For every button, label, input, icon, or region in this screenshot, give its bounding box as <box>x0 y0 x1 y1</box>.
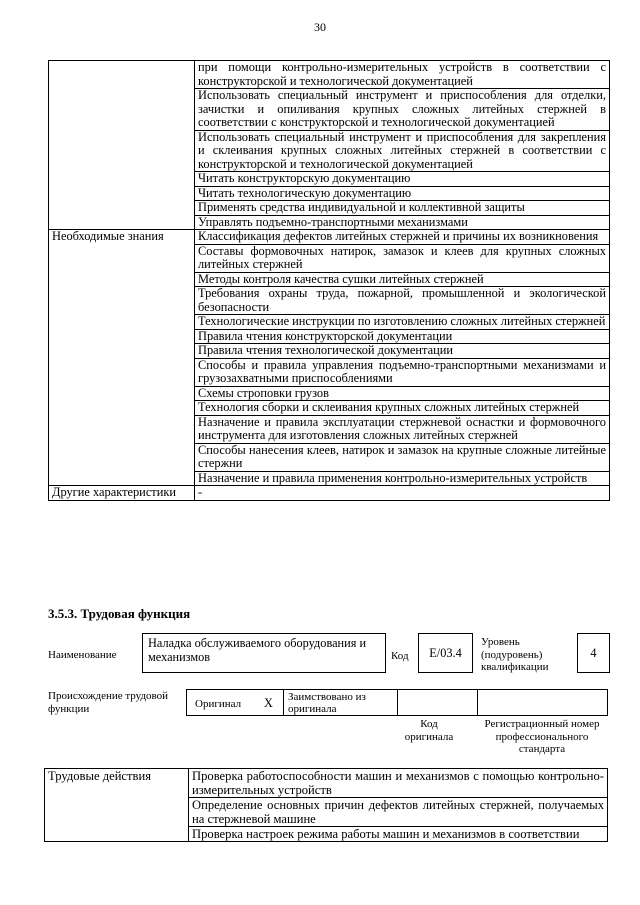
skill-item: Использовать специальный инструмент и приспособления для отделки, зачистки и опиливания крупных сложных литейных стержней в соответствии с конструкторской и технологической документацией <box>195 89 610 131</box>
code-label: Код <box>391 650 409 662</box>
table-row <box>49 486 610 501</box>
level-label: Уровень (подуровень) квалификации <box>481 636 549 673</box>
skills-label-cell <box>49 61 195 230</box>
divider <box>397 690 398 715</box>
divider <box>477 690 478 715</box>
table-row <box>49 230 610 245</box>
knowledge-item: Способы нанесения клеев, натирок и замазок на крупные сложные литейные стержни <box>195 443 610 471</box>
skill-item: Управлять подъемно-транспортными механизмами <box>195 215 610 230</box>
knowledge-item: Технология сборки и склеивания крупных сложных литейных стержней <box>195 401 610 416</box>
other-characteristics-label: Другие характеристики <box>49 486 195 501</box>
skill-item: при помощи контрольно-измерительных устройств в соответствии с конструкторской и технологической документацией <box>195 61 610 89</box>
knowledge-item: Требования охраны труда, пожарной, промышленной и экологической безопасности <box>195 287 610 315</box>
origin-label: Происхождение трудовой функции <box>48 690 169 715</box>
knowledge-item: Правила чтения технологической документации <box>195 344 610 359</box>
knowledge-item: Схемы строповки грузов <box>195 386 610 401</box>
divider <box>283 690 284 715</box>
original-mark: X <box>264 696 273 710</box>
knowledge-item: Способы и правила управления подъемно-транспортными механизмами и грузозахватными приспособлениями <box>195 358 610 386</box>
action-item: Проверка настроек режима работы машин и механизмов в соответствии <box>189 827 608 842</box>
actions-table <box>44 768 608 842</box>
skill-item: Использовать специальный инструмент и приспособления для закрепления и склеивания крупных сложных литейных стержней в соответствии с конструкторской и технологической документацией <box>195 130 610 172</box>
knowledge-item: Технологические инструкции по изготовлению сложных литейных стержней <box>195 315 610 330</box>
other-characteristics-value: - <box>195 486 610 501</box>
action-item: Проверка работоспособности машин и механизмов с помощью контрольно-измерительных устройств <box>189 769 608 798</box>
section-title: 3.5.3. Трудовая функция <box>48 606 191 621</box>
level-value-box: 4 <box>577 633 610 673</box>
skill-item: Применять средства индивидуальной и коллективной защиты <box>195 201 610 216</box>
knowledge-item: Составы формовочных натирок, замазок и клеев для крупных сложных литейных стержней <box>195 244 610 272</box>
table-row <box>45 769 608 798</box>
name-label: Наименование <box>48 649 117 661</box>
knowledge-item: Методы контроля качества сушки литейных стержней <box>195 272 610 287</box>
skill-item: Читать технологическую документацию <box>195 186 610 201</box>
original-label: Оригинал <box>195 698 242 710</box>
origin-table <box>186 689 608 716</box>
borrowed-label: Заимствовано из оригинала <box>288 691 366 715</box>
knowledge-item: Назначение и правила применения контрольно-измерительных устройств <box>195 471 610 486</box>
function-name-box: Наладка обслуживаемого оборудования и механизмов <box>142 633 386 673</box>
skill-item: Читать конструкторскую документацию <box>195 172 610 187</box>
actions-label: Трудовые действия <box>45 769 189 842</box>
knowledge-item: Назначение и правила эксплуатации стержневой оснастки и формовочного инструмента для изготовления сложных литейных стержней <box>195 415 610 443</box>
function-code-box: E/03.4 <box>418 633 473 673</box>
requirements-table <box>48 60 610 501</box>
knowledge-item: Классификация дефектов литейных стержней и причины их возникновения <box>195 230 610 245</box>
knowledge-item: Правила чтения конструкторской документации <box>195 329 610 344</box>
table-row <box>49 61 610 89</box>
knowledge-label: Необходимые знания <box>49 230 195 486</box>
code-original-caption: Код оригинала <box>404 718 454 743</box>
action-item: Определение основных причин дефектов литейных стержней, получаемых на стержневой машине <box>189 798 608 827</box>
registration-number-caption: Регистрационный номер профессионального стандарта <box>484 718 600 755</box>
page-number: 30 <box>314 20 326 34</box>
